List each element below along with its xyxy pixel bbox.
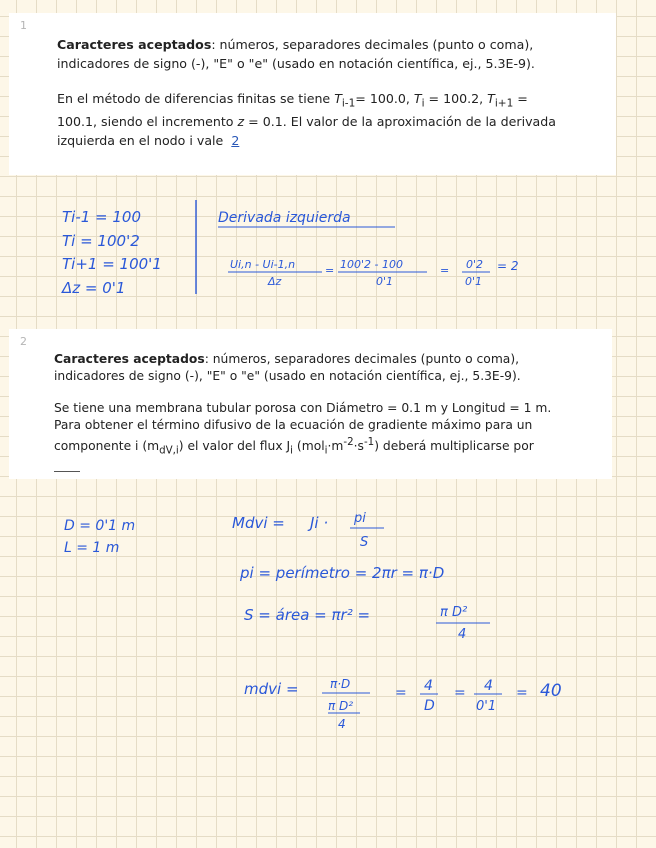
stmt-text: ·s [353, 439, 364, 454]
var-z: z [237, 114, 245, 130]
fraction-den: 4 [338, 717, 346, 731]
stmt-text: Se tiene una membrana tubular porosa con Diámetro = 0.1 m y Longitud = 1 m. [54, 401, 552, 415]
var-T: T [487, 91, 495, 106]
note-line: L = 1 m [64, 540, 120, 556]
sub-i: i [290, 444, 294, 457]
stmt-text: Para obtener el término difusivo de la ecuación de gradiente máximo para un [54, 418, 533, 432]
sub-dvi: dV,i [159, 444, 179, 457]
val-im1: = 100.0, [355, 91, 414, 106]
fraction-den: D [424, 698, 435, 714]
fraction-den: 0'1 [476, 699, 497, 714]
eq-ji: Ji · [310, 514, 329, 532]
accepted-text-line2: indicadores de signo (-), "E" o "e" (usado en notación científica, ej., 5.3E-9). [54, 369, 521, 383]
fraction-num: π·D [330, 677, 351, 691]
eq-mdv: Mdvi = [232, 514, 285, 532]
equals: = [454, 685, 466, 701]
stmt-text: izquierda en el nodo i vale [57, 132, 228, 148]
eq-perimeter: pi = perímetro = 2πr = π·D [240, 564, 445, 582]
accepted-text-line2: indicadores de signo (-), "E" o "e" (usado en notación científica, ej., 5.3E-9). [57, 55, 535, 71]
note-line: Ti-1 = 100 [62, 208, 142, 226]
eq-area: S = área = πr² = [244, 606, 371, 624]
var-T: T [413, 91, 422, 106]
stmt-text: En el método de diferencias finitas se tiene [57, 91, 335, 106]
note-line: Δz = 0'1 [62, 279, 126, 297]
fraction-den: 0'1 [376, 275, 394, 288]
equals: = [395, 685, 407, 701]
note-title: Derivada izquierda [218, 210, 351, 226]
accepted-text: : números, separadores decimales (punto o coma), [204, 352, 520, 366]
accepted-text: : números, separadores decimales (punto o coma), [211, 37, 534, 52]
note-line: Ti = 100'2 [62, 232, 140, 250]
fraction-den: S [360, 535, 369, 550]
fraction-num: Ui,n - Ui-1,n [230, 258, 296, 271]
sub-i: i [421, 97, 425, 110]
final-answer: 40 [540, 681, 562, 701]
val-ip1: = [513, 91, 528, 106]
accepted-label: Caracteres aceptados [54, 352, 205, 366]
fraction-den: π D² [328, 699, 354, 713]
note-line: D = 0'1 m [64, 518, 136, 534]
var-T: T [334, 91, 342, 106]
stmt-text: = 0.1. El valor de la aproximación de la derivada [244, 114, 556, 130]
stmt-text: 100.1, siendo el incremento [57, 114, 238, 130]
stmt-text: ) el valor del flux J [178, 439, 291, 454]
sup-s1: -1 [363, 436, 375, 448]
fraction-den: 4 [458, 627, 467, 642]
result: = 2 [497, 259, 519, 273]
sub-im1: i-1 [341, 97, 356, 110]
fraction-den: 0'1 [465, 275, 483, 288]
fraction-num: 4 [424, 678, 433, 694]
stmt-text: componente i (m [54, 439, 160, 454]
note-line: Ti+1 = 100'1 [62, 255, 162, 273]
val-i: = 100.2, [424, 91, 488, 106]
equals: = [440, 264, 450, 277]
fraction-den: Δz [268, 275, 282, 288]
stmt-text: (mol [293, 439, 325, 454]
equals: = [516, 685, 528, 701]
fraction-num: 100'2 - 100 [340, 258, 403, 271]
equals: = [325, 264, 335, 277]
fraction-num: 0'2 [466, 258, 484, 271]
sub-i: i [324, 444, 328, 457]
answer-field[interactable]: 2 [231, 132, 240, 148]
stmt-text: ) deberá multiplicarse por [374, 439, 534, 454]
fraction-num: π D² [440, 605, 468, 620]
stmt-text: ·m [327, 439, 344, 454]
accepted-label: Caracteres aceptados [57, 37, 212, 52]
sup-m2: -2 [343, 436, 354, 448]
sub-ip1: i+1 [494, 97, 514, 110]
fraction-num: pi [354, 511, 366, 526]
eq-mdv2: mdvi = [244, 680, 299, 698]
question-number: 1 [20, 19, 27, 32]
question-number: 2 [20, 335, 27, 348]
fraction-num: 4 [484, 678, 493, 694]
